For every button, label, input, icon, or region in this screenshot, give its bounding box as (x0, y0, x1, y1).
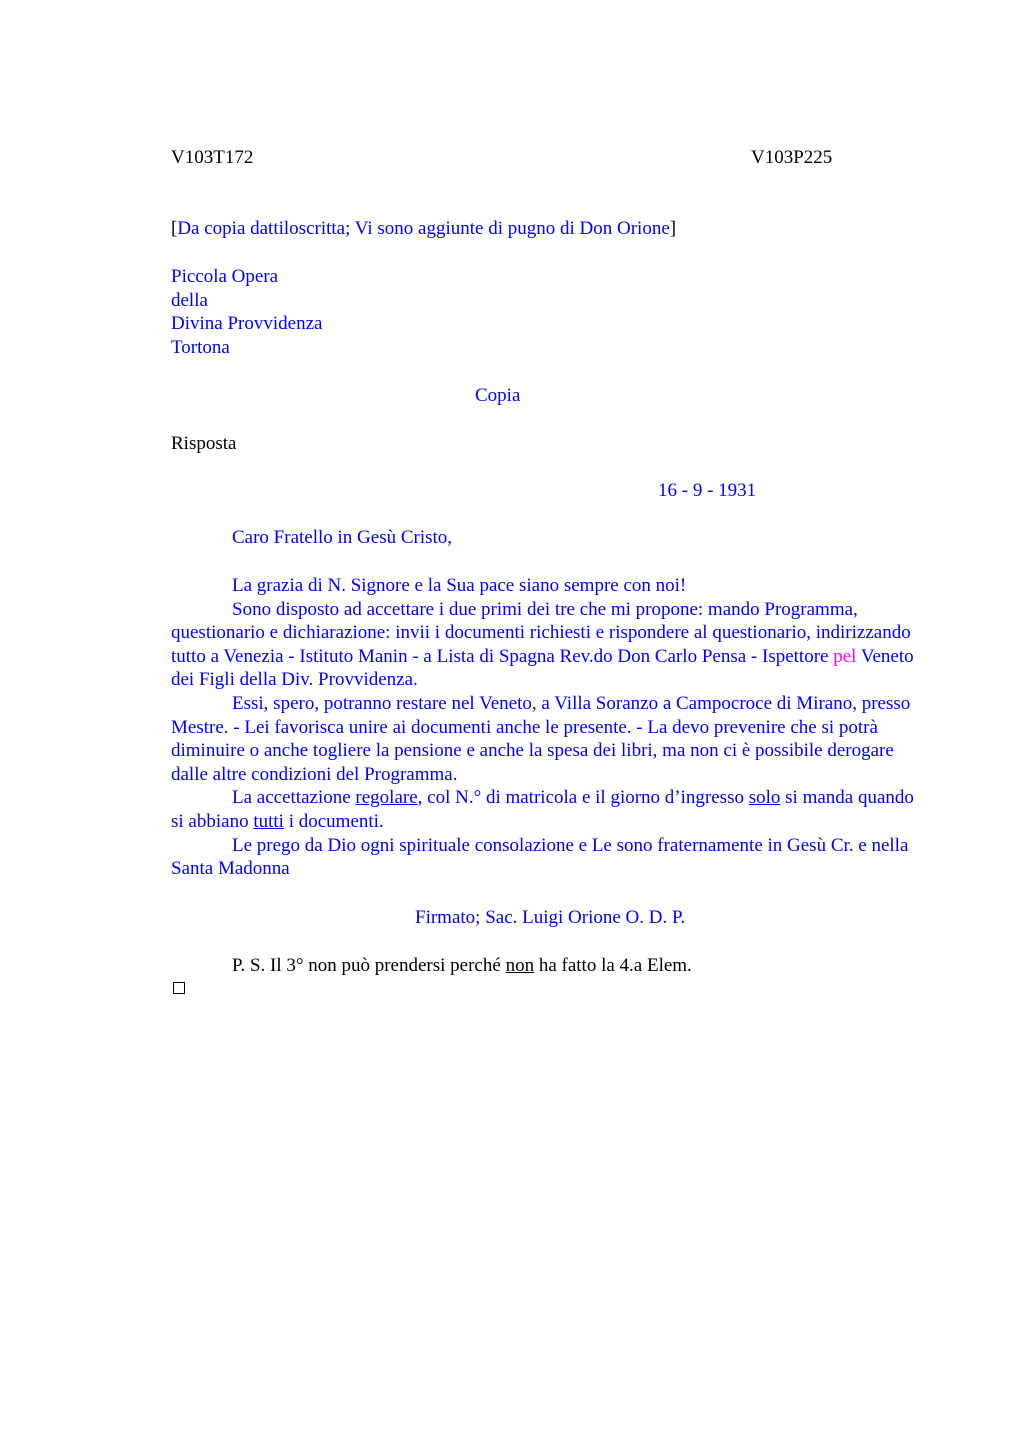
letterhead-line-2: della (171, 289, 208, 311)
body-paragraph-3: Essi, spero, potranno restare nel Veneto, a Villa Soranzo a Campocroce di Mirano, presso Mestre. - Lei favorisca unire ai documenti anche le presente. - La devo prevenire che si potrà diminuire o anche togliere la pensione e anche la spesa dei libri, ma non ci è possibile derogare dalle altre condizioni del Programma. (171, 692, 911, 785)
postscript (232, 954, 692, 978)
body-paragraph-2-text-b: Veneto dei Figli della Div. Provvidenza. (171, 645, 914, 691)
underlined-non: non (505, 955, 535, 976)
body-paragraph-4-text-c: si manda quando si abbiano (171, 787, 914, 832)
copy-label: Copia (475, 385, 521, 406)
handwritten-addition-pel: pel (833, 645, 857, 667)
body-paragraph-4-text-a: La accettazione (232, 787, 356, 809)
letterhead (171, 265, 322, 359)
underlined-regolare: regolare (355, 787, 418, 809)
salutation: Caro Fratello in Gesù Cristo, (232, 527, 453, 548)
letterhead-line-4: Tortona (171, 336, 230, 358)
source-note-open-bracket: [ (171, 218, 178, 239)
letter-date: 16 - 9 - 1931 (658, 480, 757, 501)
body-paragraph-4-text-b: , col N.° di matricola e il giorno d’ingresso (417, 787, 749, 809)
header-right-code: V103P225 (751, 147, 833, 168)
body-paragraph-1: La grazia di N. Signore e la Sua pace siano sempre con noi! (232, 575, 687, 596)
body-paragraph-2 (171, 598, 931, 692)
underlined-solo: solo (748, 787, 781, 809)
body-paragraph-2-text-a: Sono disposto ad accettare i due primi dei tre che mi propone: mando Programma, questionario e dichiarazione: invii i documenti richiesti e rispondere al questionario, indirizzando tutto a Venezia - Istituto Manin - a Lista di Spagna Rev.do Don Carlo Pensa - Ispettore (171, 598, 911, 667)
signature: Firmato; Sac. Luigi Orione O. D. P. (415, 907, 686, 928)
body-paragraph-4 (171, 786, 931, 833)
underlined-tutti: tutti (253, 810, 284, 832)
reply-label: Risposta (171, 433, 237, 454)
postscript-text-a: P. S. Il 3° non può prendersi perché (232, 955, 506, 976)
body-paragraph-4-text-d: i documenti. (283, 810, 384, 832)
letter-body (171, 574, 931, 881)
letterhead-line-3: Divina Provvidenza (171, 313, 323, 335)
end-marker-square-icon (173, 982, 185, 994)
body-paragraph-5: Le prego da Dio ogni spirituale consolazione e Le sono fraternamente in Gesù Cr. e nella Santa Madonna (171, 834, 909, 880)
source-note-close-bracket: ] (669, 218, 677, 239)
letterhead-line-1: Piccola Opera (171, 266, 279, 287)
source-note-text: Da copia dattiloscritta; Vi sono aggiunte di pugno di Don Orione (177, 218, 670, 239)
source-note (171, 217, 676, 241)
header-left-code: V103T172 (171, 147, 254, 168)
postscript-text-b: ha fatto la 4.a Elem. (534, 955, 692, 976)
